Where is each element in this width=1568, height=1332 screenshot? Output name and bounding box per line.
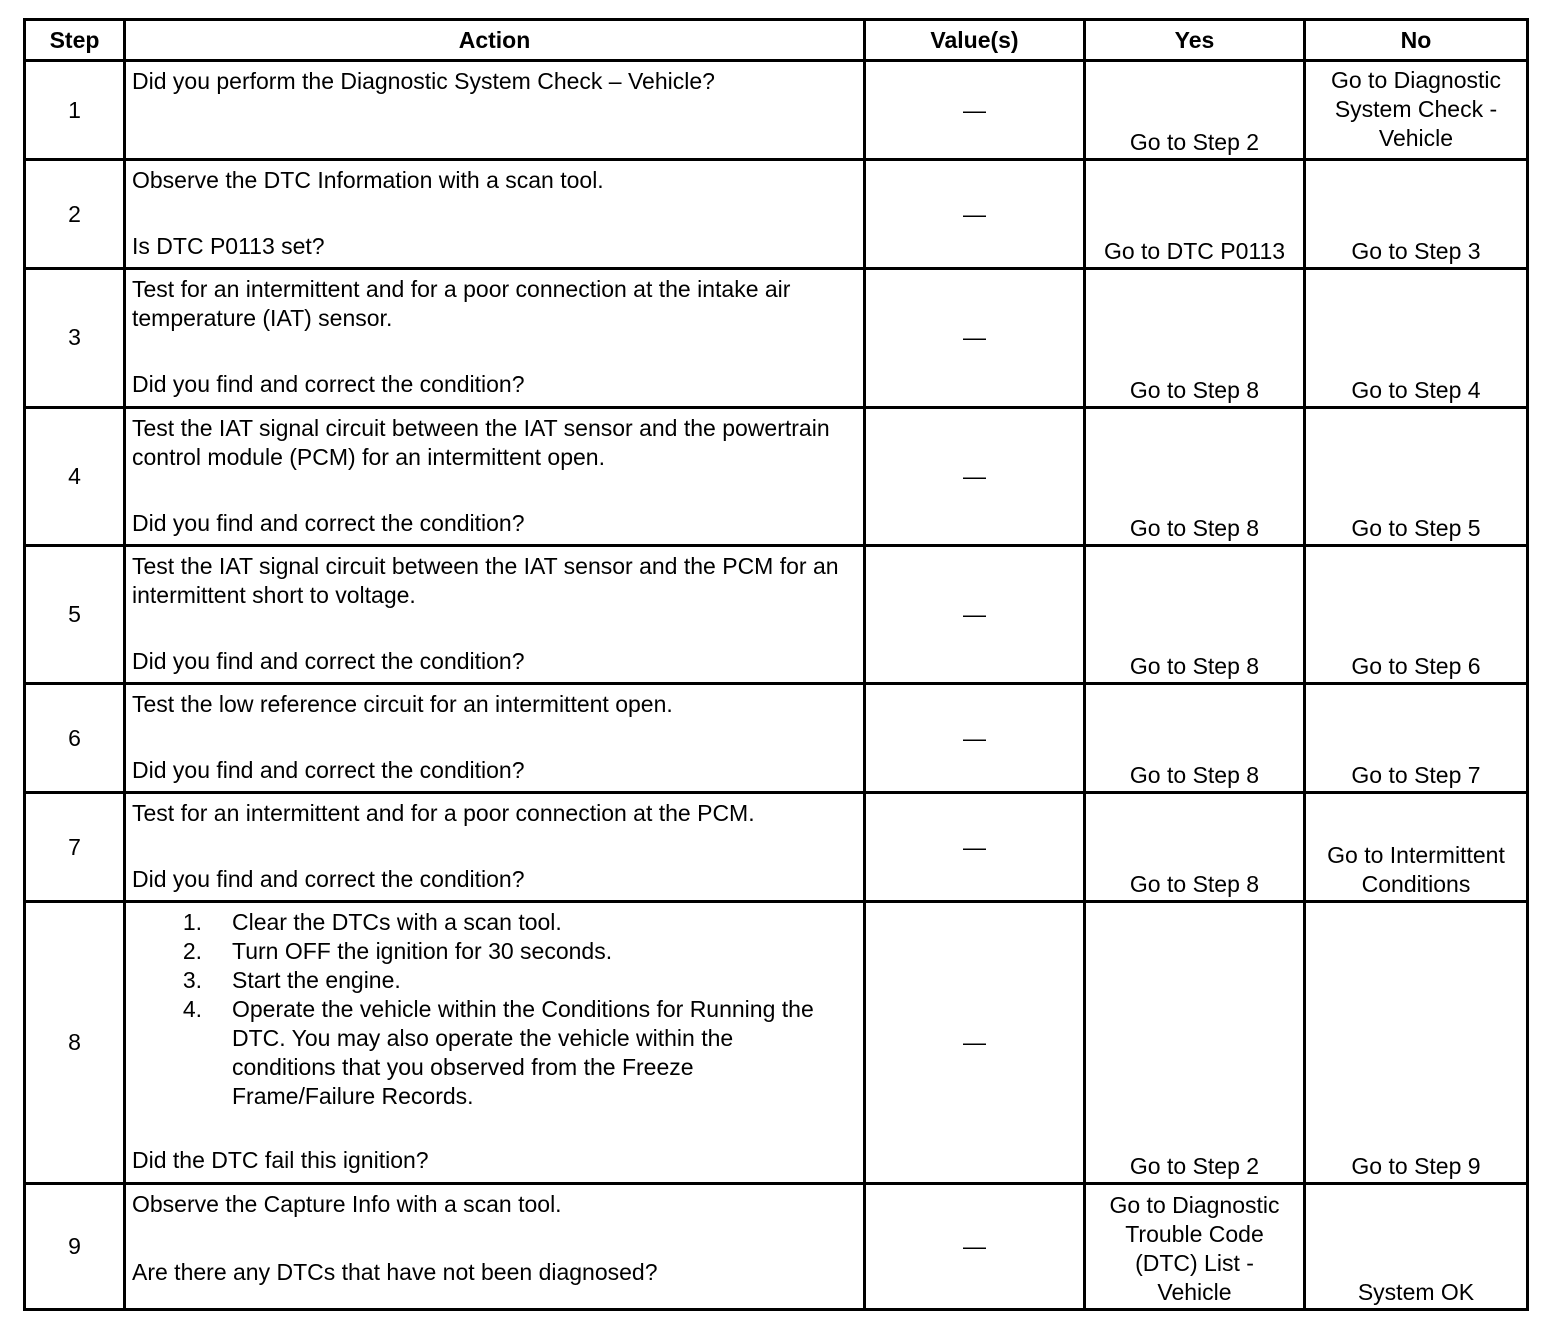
- yes-cell: Go to DTC P0113: [1085, 160, 1305, 269]
- action-question: Did you find and correct the condition?: [132, 866, 525, 893]
- step-number: 3: [25, 269, 125, 407]
- action-text: Test the IAT signal circuit between the IAT sensor and the powertrain control module (PCM) for an intermittent open.: [132, 414, 830, 470]
- yes-cell: Go to Step 8: [1085, 407, 1305, 545]
- table-row: [25, 407, 1528, 545]
- yes-cell: Go to Step 8: [1085, 683, 1305, 792]
- action-question: Did you find and correct the condition?: [132, 509, 525, 536]
- step-number: 7: [25, 793, 125, 902]
- action-text: Test for an intermittent and for a poor connection at the intake air temperature (IAT) sensor.: [132, 276, 791, 332]
- step-number: 9: [25, 1183, 125, 1309]
- step-number: 2: [25, 160, 125, 269]
- step-number: 1: [25, 61, 125, 160]
- header-no: No: [1305, 20, 1528, 61]
- yes-cell: Go to Step 8: [1085, 269, 1305, 407]
- action-cell: [125, 61, 865, 160]
- header-action: Action: [125, 20, 865, 61]
- table-row: [25, 1183, 1528, 1309]
- procedure-list: [132, 908, 859, 1111]
- table-row: [25, 683, 1528, 792]
- action-question: Did you find and correct the condition?: [132, 756, 525, 783]
- action-text: Test the IAT signal circuit between the IAT sensor and the PCM for an intermittent short to voltage.: [132, 552, 839, 608]
- action-cell: [125, 160, 865, 269]
- action-question: Did you find and correct the condition?: [132, 647, 525, 674]
- action-text: Observe the Capture Info with a scan tool.: [132, 1190, 562, 1217]
- action-text: Observe the DTC Information with a scan tool.: [132, 167, 604, 194]
- value-cell: —: [865, 1183, 1085, 1309]
- action-cell: [125, 269, 865, 407]
- list-item: 1. Clear the DTCs with a scan tool.: [182, 909, 562, 936]
- step-number: 4: [25, 407, 125, 545]
- header-values: Value(s): [865, 20, 1085, 61]
- value-cell: —: [865, 793, 1085, 902]
- value-cell: —: [865, 61, 1085, 160]
- list-item: 3. Start the engine.: [182, 967, 401, 994]
- action-cell: [125, 407, 865, 545]
- table-row: [25, 545, 1528, 683]
- yes-cell: Go to Step 8: [1085, 545, 1305, 683]
- action-text: Test for an intermittent and for a poor connection at the PCM.: [132, 800, 755, 827]
- no-cell: Go to Intermittent Conditions: [1305, 793, 1528, 902]
- value-cell: —: [865, 683, 1085, 792]
- no-cell: Go to Step 9: [1305, 902, 1528, 1183]
- no-cell: System OK: [1305, 1183, 1528, 1309]
- step-number: 8: [25, 902, 125, 1183]
- step-number: 6: [25, 683, 125, 792]
- action-question: Did you find and correct the condition?: [132, 371, 525, 398]
- no-cell: Go to Step 5: [1305, 407, 1528, 545]
- table-row: [25, 160, 1528, 269]
- header-yes: Yes: [1085, 20, 1305, 61]
- action-text: Test the low reference circuit for an intermittent open.: [132, 690, 673, 717]
- value-cell: —: [865, 407, 1085, 545]
- action-question: Is DTC P0113 set?: [132, 233, 325, 260]
- action-text: Did you perform the Diagnostic System Check – Vehicle?: [132, 68, 715, 94]
- action-cell: [125, 793, 865, 902]
- action-cell: [125, 683, 865, 792]
- header-step: Step: [25, 20, 125, 61]
- table-row: [25, 269, 1528, 407]
- value-cell: —: [865, 545, 1085, 683]
- value-cell: —: [865, 269, 1085, 407]
- table-row: [25, 902, 1528, 1183]
- header-row: [25, 20, 1528, 61]
- value-cell: —: [865, 160, 1085, 269]
- list-item: 4. Operate the vehicle within the Conditions for Running the DTC. You may also operate the vehicle within the conditions that you observed from the Freeze Frame/Failure Records.: [182, 996, 814, 1110]
- action-cell: [125, 902, 865, 1183]
- no-cell: Go to Step 7: [1305, 683, 1528, 792]
- action-cell: [125, 1183, 865, 1309]
- action-question: Did the DTC fail this ignition?: [132, 1147, 429, 1174]
- step-number: 5: [25, 545, 125, 683]
- yes-cell: Go to Step 2: [1085, 61, 1305, 160]
- no-cell: Go to Step 4: [1305, 269, 1528, 407]
- diagnostic-table: [23, 18, 1529, 1311]
- action-question: Are there any DTCs that have not been diagnosed?: [132, 1258, 658, 1285]
- no-cell: Go to Diagnostic System Check - Vehicle: [1305, 61, 1528, 160]
- table-row: [25, 793, 1528, 902]
- value-cell: —: [865, 902, 1085, 1183]
- table-row: [25, 61, 1528, 160]
- action-cell: [125, 545, 865, 683]
- yes-cell: Go to Step 2: [1085, 902, 1305, 1183]
- list-item: 2. Turn OFF the ignition for 30 seconds.: [182, 938, 613, 965]
- no-cell: Go to Step 3: [1305, 160, 1528, 269]
- no-cell: Go to Step 6: [1305, 545, 1528, 683]
- yes-cell: Go to Step 8: [1085, 793, 1305, 902]
- yes-cell: Go to Diagnostic Trouble Code (DTC) List - Vehicle: [1085, 1183, 1305, 1309]
